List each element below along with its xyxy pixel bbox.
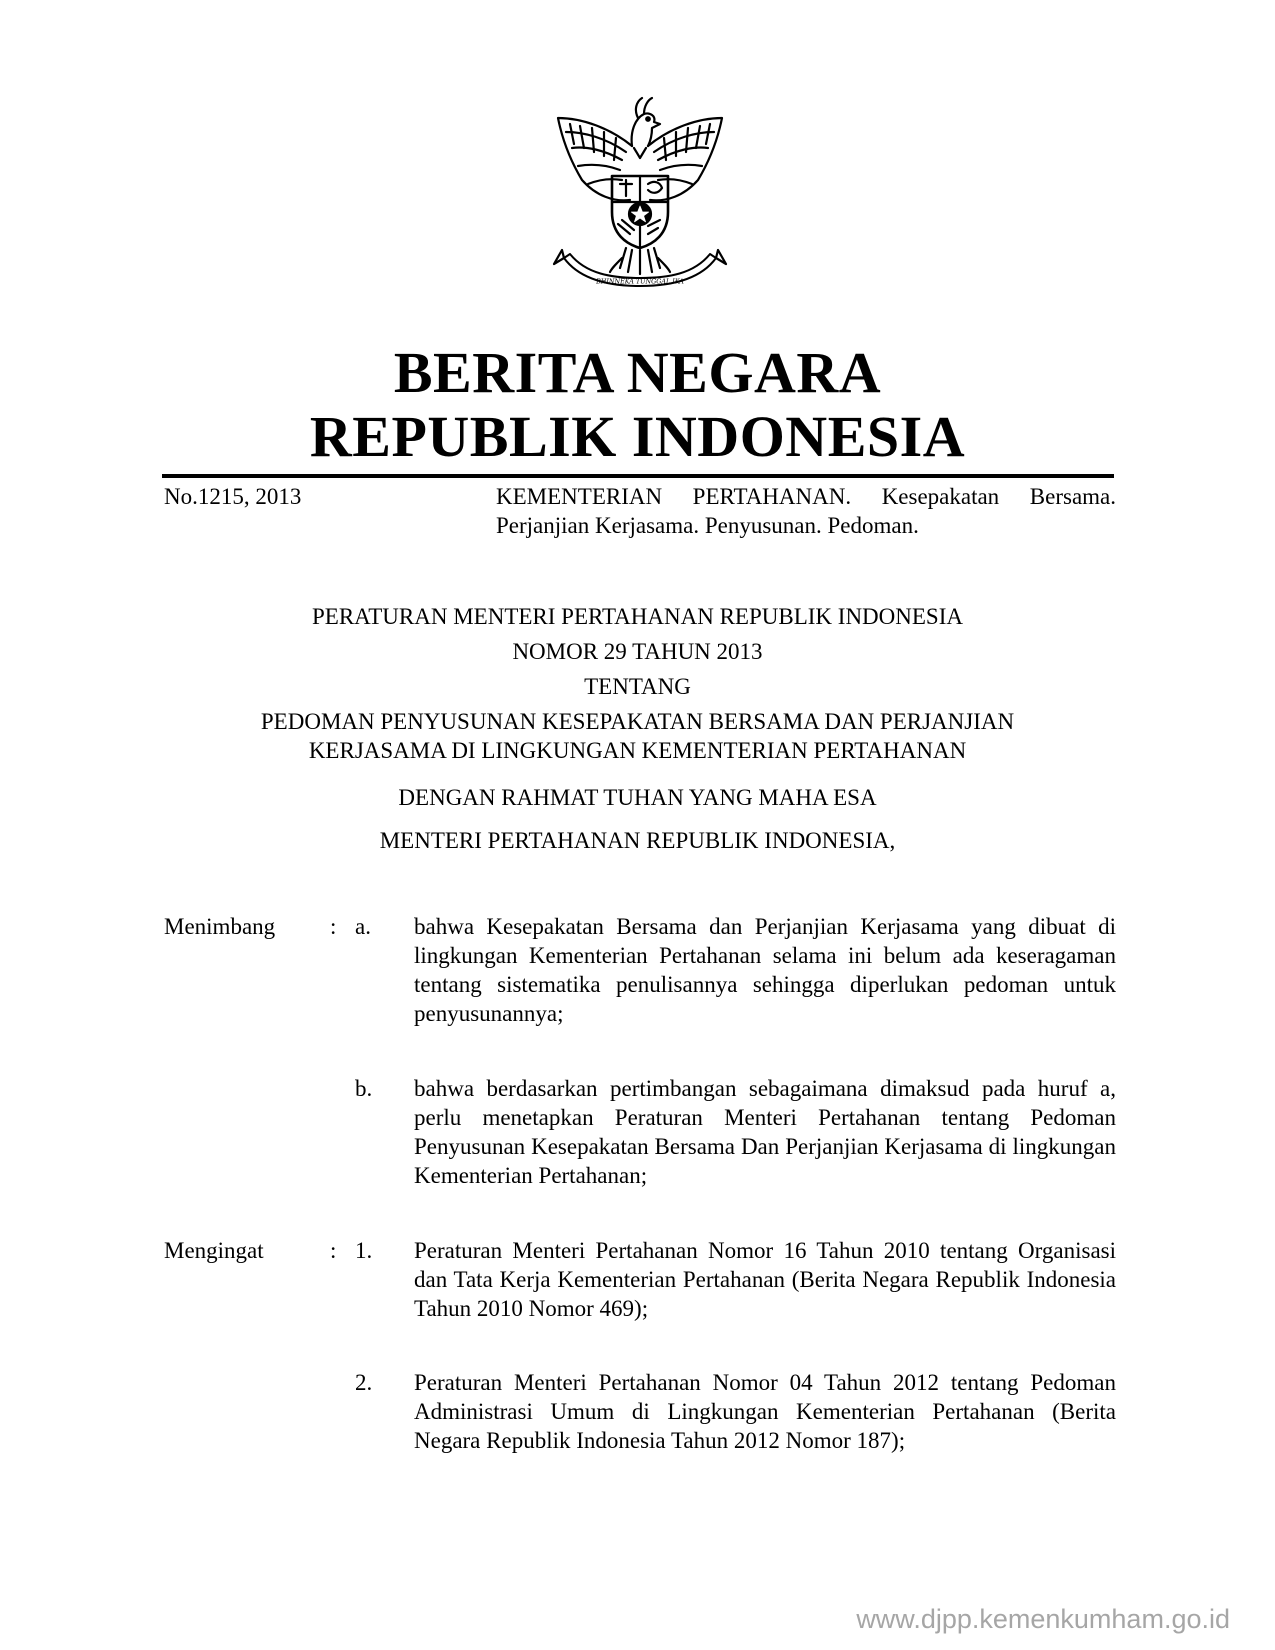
- mengingat-item-text: Peraturan Menteri Pertahanan Nomor 16 Tahun 2010 tentang Organisasi dan Tata Kerja Kementerian Pertahanan (Berita Negara Republik Indonesia Tahun 2010 Nomor 469);: [414, 1238, 1116, 1321]
- masthead-line-1: BERITA NEGARA: [393, 340, 882, 405]
- regulation-title: PERATURAN MENTERI PERTAHANAN REPUBLIK INDONESIA: [312, 604, 963, 629]
- garuda-pancasila-emblem-icon: [540, 88, 740, 288]
- source-watermark: www.djpp.kemenkumham.go.id: [856, 1604, 1230, 1634]
- emblem-motto: BHINNEKA TUNGGAL IKA: [596, 277, 684, 286]
- mengingat-item-marker: 2.: [355, 1370, 373, 1395]
- regulation-authority: MENTERI PERTAHANAN REPUBLIK INDONESIA,: [379, 828, 896, 853]
- menimbang-item-marker: a.: [355, 914, 371, 939]
- masthead-line-2: REPUBLIK INDONESIA: [309, 404, 966, 469]
- menimbang-item-text: bahwa berdasarkan pertimbangan sebagaimana dimaksud pada huruf a, perlu menetapkan Peraturan Menteri Pertahanan tentang Pedoman Penyusunan Kesepakatan Bersama Dan Perjanjian Kerjasama di lingkungan Kementerian Pertahanan;: [414, 1076, 1116, 1188]
- regulation-about: TENTANG: [584, 674, 691, 699]
- masthead-divider: [162, 474, 1114, 478]
- regulation-number: NOMOR 29 TAHUN 2013: [512, 639, 763, 664]
- menimbang-item-marker: b.: [355, 1076, 373, 1101]
- menimbang-item-text: bahwa Kesepakatan Bersama dan Perjanjian Kerjasama yang dibuat di lingkungan Kementerian Pertahanan selama ini belum ada keseragaman tentang sistematika penulisannya sehingga diperlukan pedoman untuk penyusunannya;: [414, 914, 1116, 1026]
- issue-number: No.1215, 2013: [164, 484, 302, 509]
- menimbang-colon: :: [330, 914, 337, 939]
- mengingat-label: Mengingat: [164, 1238, 264, 1263]
- menimbang-label: Menimbang: [164, 914, 276, 939]
- issue-summary: KEMENTERIAN PERTAHANAN. Kesepakatan Bersama. Perjanjian Kerjasama. Penyusunan. Pedoman.: [496, 484, 1116, 538]
- regulation-subject-line-1: PEDOMAN PENYUSUNAN KESEPAKATAN BERSAMA DAN PERJANJIAN: [260, 709, 1015, 734]
- regulation-grace: DENGAN RAHMAT TUHAN YANG MAHA ESA: [398, 785, 877, 810]
- mengingat-item-text: Peraturan Menteri Pertahanan Nomor 04 Tahun 2012 tentang Pedoman Administrasi Umum di Lingkungan Kementerian Pertahanan (Berita Negara Republik Indonesia Tahun 2012 Nomor 187);: [414, 1370, 1116, 1453]
- regulation-subject-line-2: KERJASAMA DI LINGKUNGAN KEMENTERIAN PERTAHANAN: [308, 738, 967, 763]
- mengingat-colon: :: [330, 1238, 337, 1263]
- mengingat-item-marker: 1.: [355, 1238, 373, 1263]
